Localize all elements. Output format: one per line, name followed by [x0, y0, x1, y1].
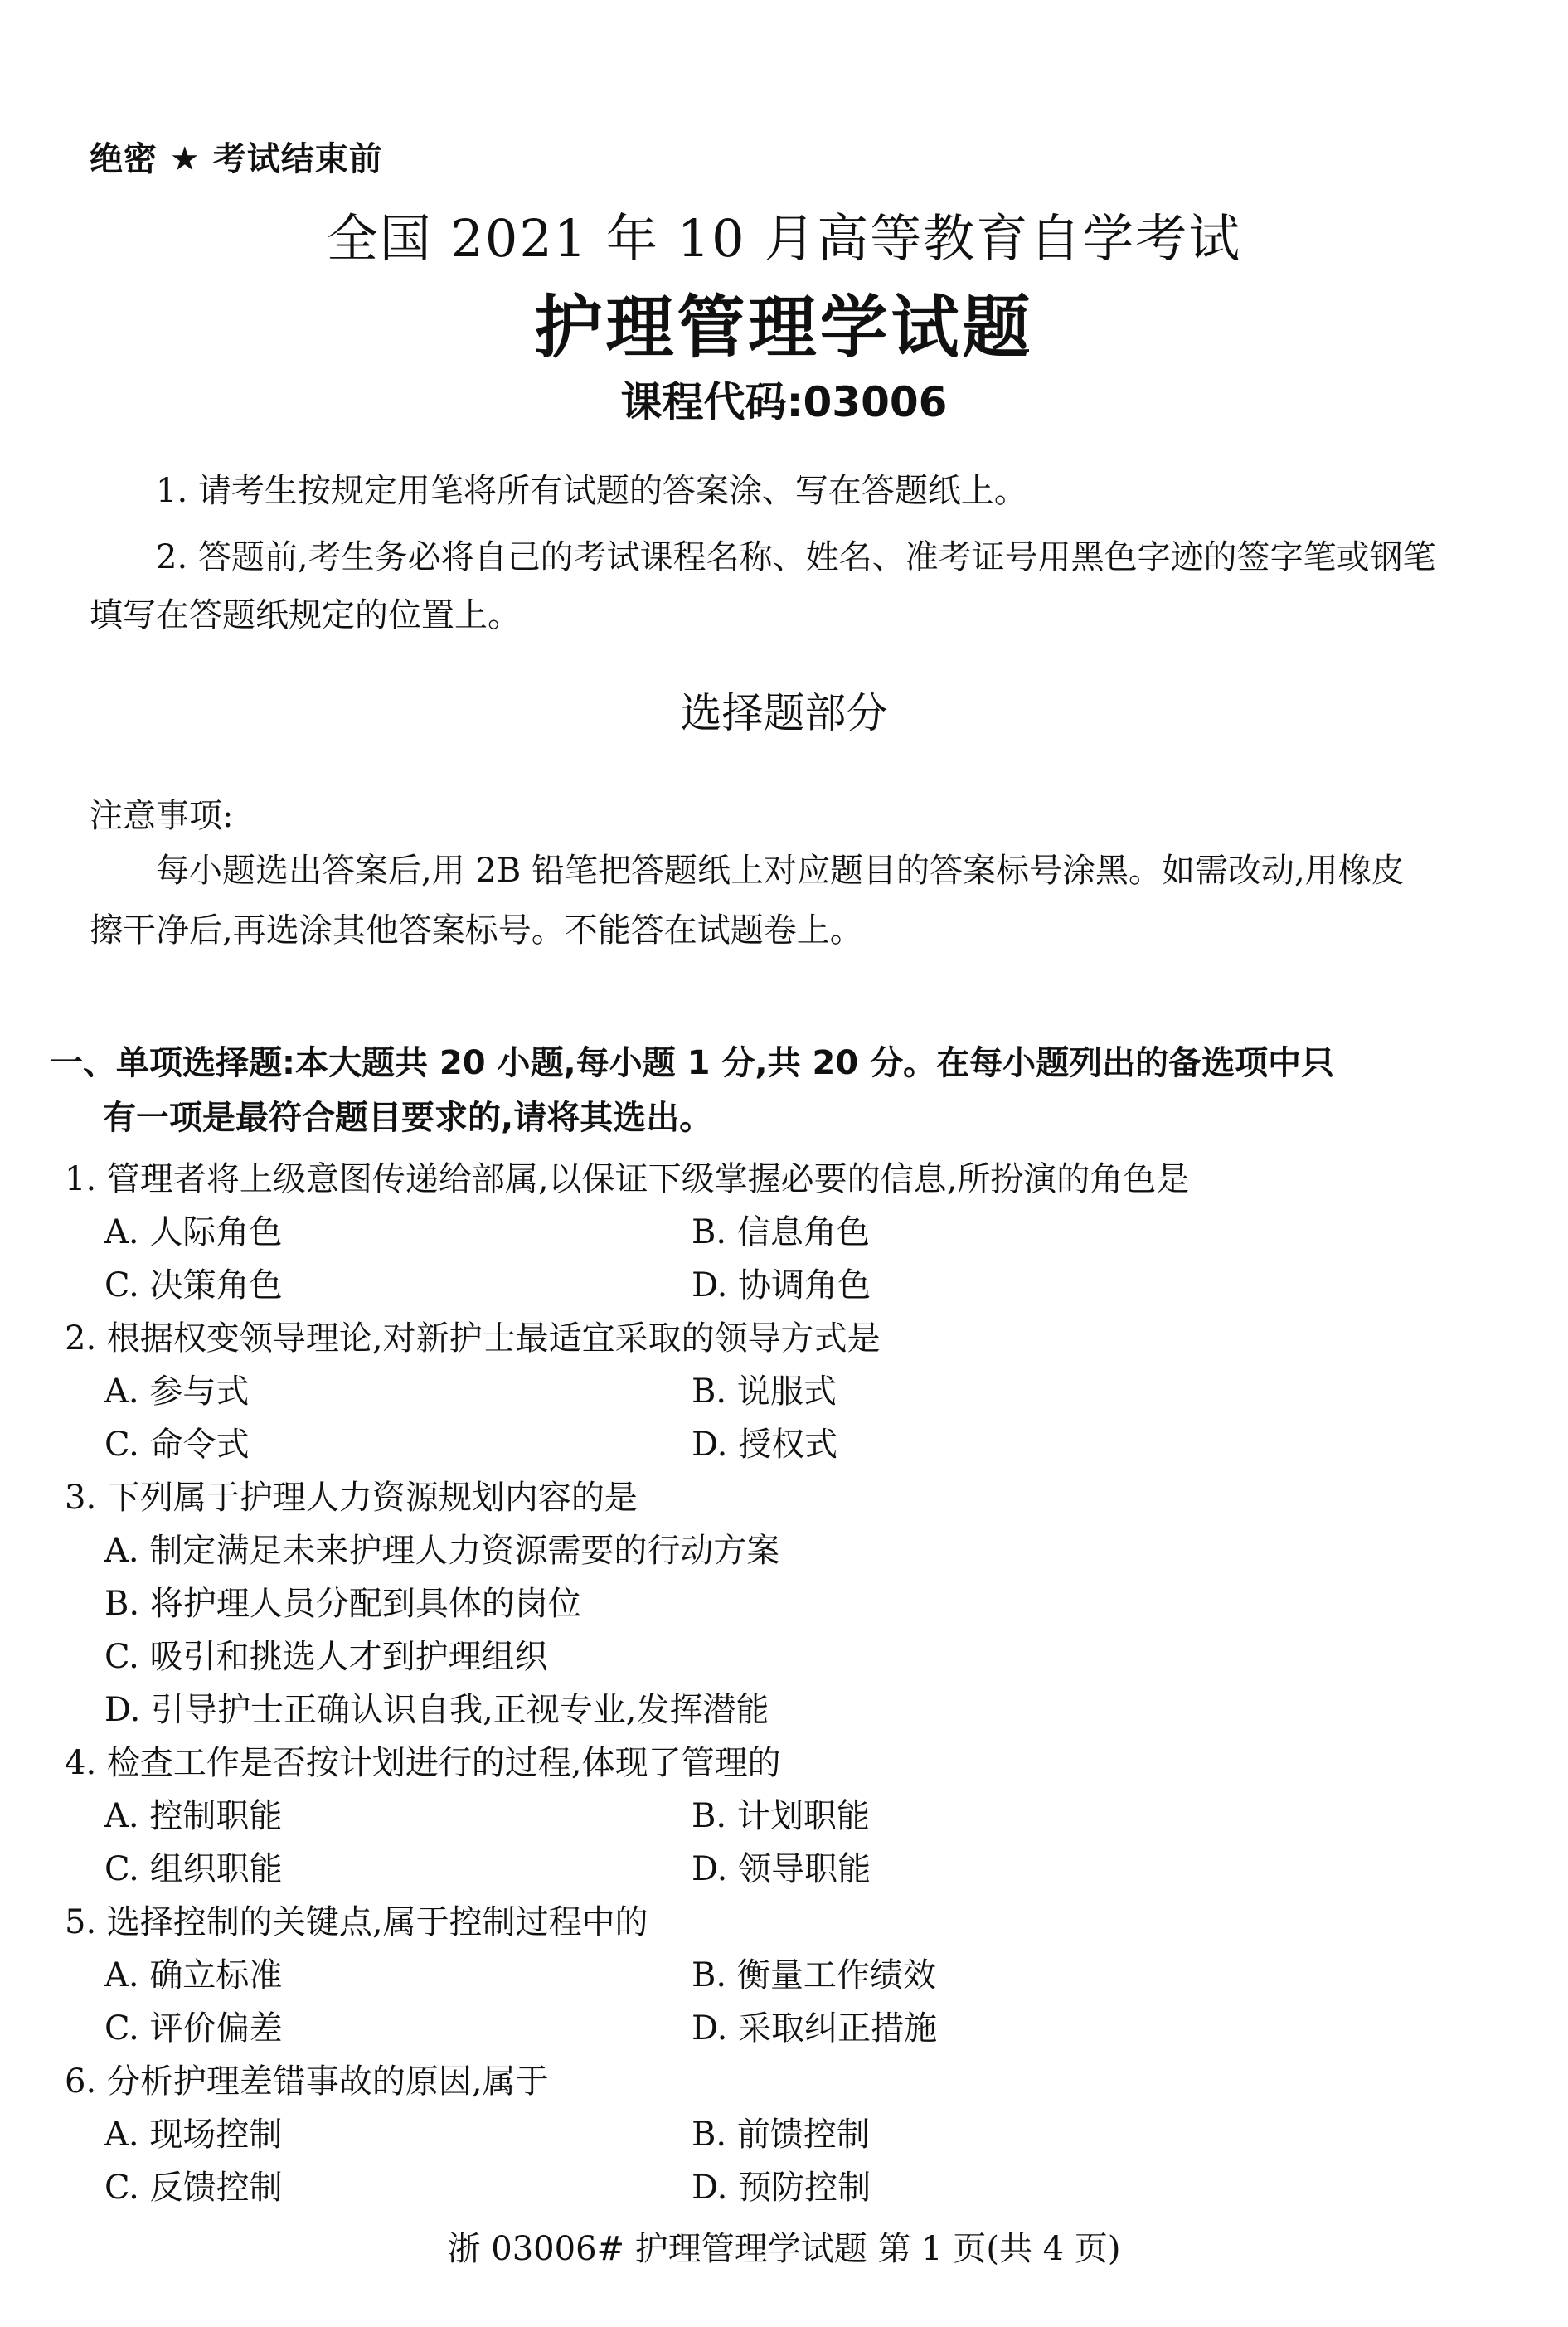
question-5-option-c: C. 评价偏差 — [104, 2009, 283, 2048]
question-3-option-d: D. 引导护士正确认识自我,正视专业,发挥潜能 — [104, 1691, 769, 1729]
course-code: 课程代码:03006 — [620, 378, 948, 426]
question-1-stem: 1. 管理者将上级意图传递给部属,以保证下级掌握必要的信息,所扮演的角色是 — [65, 1160, 1190, 1198]
exam-title: 全国 2021 年 10 月高等教育自学考试 — [326, 208, 1242, 269]
question-1-option-c: C. 决策角色 — [104, 1266, 283, 1304]
question-2-option-a: A. 参与式 — [104, 1372, 250, 1411]
question-5-stem: 5. 选择控制的关键点,属于控制过程中的 — [65, 1903, 648, 1941]
question-6-option-c: C. 反馈控制 — [104, 2169, 283, 2207]
question-1-option-b: B. 信息角色 — [692, 1213, 870, 1251]
question-4-stem: 4. 检查工作是否按计划进行的过程,体现了管理的 — [65, 1744, 781, 1782]
question-5-option-a: A. 确立标准 — [104, 1956, 283, 1994]
secret-label: 绝密 ★ 考试结束前 — [90, 140, 383, 178]
subject-title: 护理管理学试题 — [534, 289, 1034, 367]
question-6-option-d: D. 预防控制 — [692, 2169, 871, 2207]
instruction-2: 2. 答题前,考生务必将自己的考试课程名称、姓名、准考证号用黑色字迹的签字笔或钢笔 — [156, 538, 1436, 576]
question-4-option-b: B. 计划职能 — [692, 1797, 870, 1835]
notice-line-1: 每小题选出答案后,用 2B 铅笔把答题纸上对应题目的答案标号涂黑。如需改动,用橡皮 — [156, 852, 1405, 890]
page-footer: 浙 03006# 护理管理学试题 第 1 页(共 4 页) — [447, 2230, 1121, 2268]
section-heading-line-2: 有一项是最符合题目要求的,请将其选出。 — [103, 1099, 713, 1137]
question-1-option-a: A. 人际角色 — [104, 1213, 283, 1251]
question-3-option-a: A. 制定满足未来护理人力资源需要的行动方案 — [104, 1532, 780, 1570]
question-2-option-c: C. 命令式 — [104, 1426, 250, 1464]
question-6-option-a: A. 现场控制 — [104, 2116, 283, 2154]
instruction-1: 1. 请考生按规定用笔将所有试题的答案涂、写在答题纸上。 — [156, 472, 1027, 510]
question-4-option-a: A. 控制职能 — [104, 1797, 283, 1835]
question-6-stem: 6. 分析护理差错事故的原因,属于 — [65, 2062, 549, 2101]
notice-line-2: 擦干净后,再选涂其他答案标号。不能答在试题卷上。 — [90, 911, 863, 950]
section-heading-line-1: 一、单项选择题:本大题共 20 小题,每小题 1 分,共 20 分。在每小题列出的备选项中只 — [50, 1044, 1335, 1082]
question-5-option-d: D. 采取纠正措施 — [692, 2009, 938, 2048]
question-4-option-d: D. 领导职能 — [692, 1850, 871, 1888]
question-4-option-c: C. 组织职能 — [104, 1850, 283, 1888]
part-title: 选择题部分 — [680, 689, 888, 737]
question-3-option-c: C. 吸引和挑选人才到护理组织 — [104, 1638, 548, 1676]
question-1-option-d: D. 协调角色 — [692, 1266, 871, 1304]
notice-heading: 注意事项: — [90, 797, 234, 835]
question-3-option-b: B. 将护理人员分配到具体的岗位 — [104, 1585, 581, 1623]
question-3-stem: 3. 下列属于护理人力资源规划内容的是 — [65, 1479, 638, 1517]
question-2-stem: 2. 根据权变领导理论,对新护士最适宜采取的领导方式是 — [65, 1319, 881, 1358]
question-2-option-b: B. 说服式 — [692, 1372, 837, 1411]
question-2-option-d: D. 授权式 — [692, 1426, 838, 1464]
question-5-option-b: B. 衡量工作绩效 — [692, 1956, 936, 1994]
question-6-option-b: B. 前馈控制 — [692, 2116, 870, 2154]
instruction-2-cont: 填写在答题纸规定的位置上。 — [90, 596, 521, 634]
